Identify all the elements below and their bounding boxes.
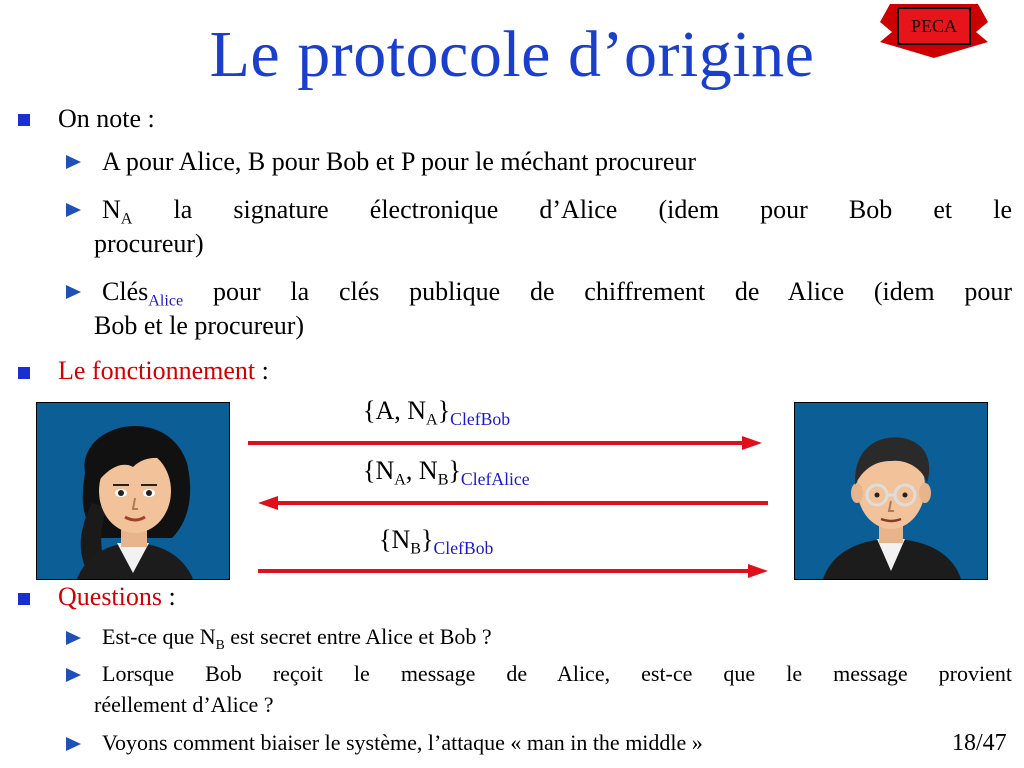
bob-portrait-icon	[795, 403, 987, 579]
square-bullet-icon	[18, 114, 30, 126]
message-1-label: {A, $N_A\}_{ClefBob}$	[363, 396, 511, 430]
square-bullet-icon	[18, 593, 30, 605]
note-item-3-main: Clés$_{Alice}$	[102, 277, 184, 310]
slide-title: Le protocole d’origine	[209, 18, 815, 91]
alice-avatar	[36, 402, 230, 580]
note-item-2-line2: procureur)	[94, 229, 204, 258]
message-2-label: {$N_A$, $N_B\}_{ClefAlice}$	[363, 456, 530, 490]
bob-avatar	[794, 402, 988, 580]
alice-portrait-icon	[37, 403, 229, 579]
note-item-2-main: $N_A$	[102, 195, 133, 228]
page-number: 18/47	[952, 730, 1007, 756]
question-2-line1: Lorsque Bob reçoit le message de Alice, est-ce que le message provient	[102, 661, 1012, 686]
triangle-bullet-icon	[66, 631, 81, 645]
peca-badge	[876, 2, 992, 60]
triangle-bullet-icon	[66, 737, 81, 751]
note-item-1: A pour Alice, B pour Bob et P pour le méchant procureur	[102, 147, 697, 176]
arrow-right-icon	[246, 434, 766, 452]
triangle-bullet-icon	[66, 668, 81, 682]
note-item-3-line2: Bob et le procureur)	[94, 311, 305, 340]
badge-label: PECA	[910, 16, 957, 36]
question-1: Est-ce que $N_B$ est secret entre Alice et Bob ?	[102, 624, 492, 652]
note-item-3-line1: Clés$_{Alice}$ pour la clés publique de chiffrement de Alice (idem pour	[102, 277, 1013, 310]
square-bullet-icon	[18, 367, 30, 379]
triangle-bullet-icon	[66, 285, 81, 299]
note-item-2-line1: $N_A$ la signature électronique d’Alice (idem pour Bob et le	[102, 195, 1013, 228]
triangle-bullet-icon	[66, 203, 81, 217]
arrow-right-icon	[256, 562, 772, 580]
message-3-label: $\{N_B\}_{ClefBob}$	[379, 525, 494, 559]
arrow-left-icon	[256, 494, 772, 512]
question-2-line2: réellement d’Alice ?	[94, 692, 274, 717]
question-3: Voyons comment biaiser le système, l’attaque « man in the middle »	[102, 730, 703, 755]
section-fonctionnement: Le fonctionnement :	[58, 356, 269, 385]
section-questions: Questions :	[58, 582, 176, 611]
triangle-bullet-icon	[66, 155, 81, 169]
section-on-note: On note :	[58, 104, 155, 133]
